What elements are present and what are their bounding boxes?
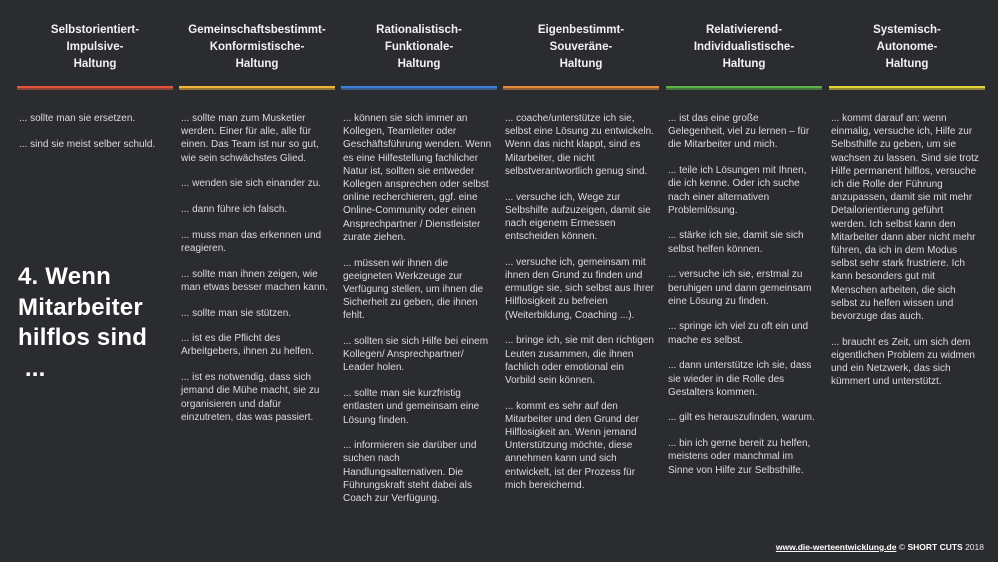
- column-title-line: Haltung: [885, 58, 929, 70]
- statement: ... sollte man sie kurzfristig entlasten und gemeinsam eine Lösung finden.: [343, 388, 480, 426]
- statement: ... bin ich gerne bereit zu helfen, meistens oder manchmal im Sinne von Hilfe zur Selbsthilfe.: [668, 438, 811, 476]
- column-title: [503, 22, 659, 73]
- statement: ... muss man das erkennen und reagieren.: [181, 229, 322, 254]
- attitude-column: [829, 0, 985, 562]
- column-title-line: Eigenbestimmt-: [537, 24, 625, 36]
- column-title: [666, 22, 822, 73]
- statement: ... kommt darauf an: wenn einmalig, versuche ich, Hilfe zur Selbsthilfe zu geben, um sie wachsen zu lassen. Sind sie trotz Hilfe permanent hilflos, versuche ich die Rolle der Führung anzupassen, damit sie mit mehr Detailorientierung geführt werden. Ich selbst kann den Mitarbeiter dann aber nicht mehr führen, da ich in dem Modus selbst sehr stark frustriere. Ich kann besonders gut mit Menschen arbeiten, die sich selbst zu helfen wissen und bevorzuge das auch.: [831, 113, 979, 323]
- attitude-column: [179, 0, 335, 562]
- statement: ... versuche ich, Wege zur Selbshilfe aufzuzeigen, damit sie nach eigenem Ermessen entscheiden können.: [505, 191, 651, 243]
- column-title: [17, 22, 173, 73]
- statement: ... ist das eine große Gelegenheit, viel zu lernen – für die Mitarbeiter und mich.: [668, 113, 810, 151]
- column-title-line: Selbstorientiert-: [50, 24, 140, 36]
- statement: ... müssen wir ihnen die geeigneten Werkzeuge zur Verfügung stellen, um ihnen die Sicherheit zu geben, die ihnen fehlt.: [343, 257, 484, 322]
- statement: ... versuche ich, gemeinsam mit ihnen den Grund zu finden und ermutige sie, sich selbst aus Ihrer Hilflosigkeit zu befreien (Weiterbildung, Coaching ...).: [505, 256, 654, 321]
- heading-line: 4. Wenn: [18, 263, 111, 290]
- column-title: [829, 22, 985, 73]
- heading-line: hilflos sind: [18, 324, 148, 351]
- column-title-line: Konformistische-: [209, 41, 305, 53]
- column-divider: [17, 86, 173, 90]
- statement: ... braucht es Zeit, um sich dem eigentlichen Problem zu widmen und ein Netzwerk, das sich kümmert und unterstützt.: [831, 336, 975, 388]
- column-title-line: Haltung: [235, 58, 279, 70]
- column-statements: [19, 112, 169, 163]
- statement: ... sollte man sie ersetzen.: [19, 113, 136, 124]
- column-title-line: Relativierend-: [705, 24, 783, 36]
- statement: ... sind sie meist selber schuld.: [19, 138, 156, 150]
- attitude-column: [341, 0, 497, 562]
- statement: ... dann unterstütze ich sie, dass sie wieder in die Rolle des Gestalters kommen.: [668, 360, 812, 398]
- column-title-line: Rationalistisch-: [376, 24, 462, 36]
- statement: ... ist es die Pflicht des Arbeitgebers, ihnen zu helfen.: [181, 333, 314, 358]
- column-title-line: Haltung: [722, 58, 766, 70]
- column-title-line: Gemeinschaftsbestimmt-: [188, 24, 326, 36]
- statement: ... kommt es sehr auf den Mitarbeiter und den Grund der Hilflosigkeit an. Wenn jemand Unterstützung möchte, diese annehmen kann und sich entwickelt, ist der Prozess für mich bereichernd.: [505, 400, 639, 491]
- column-title-line: Autonome-: [876, 41, 938, 53]
- column-title-line: Haltung: [397, 58, 441, 70]
- statement: ... sollte man zum Musketier werden. Einer für alle, alle für einen. Das Team ist nur so gut, wie sein schwächstes Glied.: [181, 113, 319, 164]
- column-title-line: Individualistische-: [693, 41, 795, 53]
- attitude-column: [17, 0, 173, 562]
- column-title: [179, 22, 335, 73]
- statement: ... dann führe ich falsch.: [181, 204, 288, 216]
- column-divider-shade: [503, 88, 659, 90]
- footer-url[interactable]: www.die-werteentwicklung.de: [775, 542, 897, 552]
- attitude-column: [503, 0, 659, 562]
- footer-brand: SHORT CUTS: [907, 542, 963, 552]
- heading-line: Mitarbeiter: [18, 293, 143, 321]
- footer-copyright: ©: [898, 542, 906, 552]
- statement: ... ist es notwendig, dass sich jemand die Mühe macht, sie zu organisieren und dafür einzutreten, das was passiert.: [181, 372, 320, 423]
- column-divider: [503, 86, 659, 90]
- statement: ... sollten sie sich Hilfe bei einem Kollegen/ Ansprechpartner/ Leader holen.: [343, 336, 489, 374]
- column-title-line: Souveräne-: [549, 41, 613, 53]
- column-title-line: Haltung: [559, 58, 603, 70]
- column-divider-shade: [179, 88, 335, 90]
- statement: ... sollte man sie stützen.: [181, 307, 292, 319]
- heading-line: ...: [18, 354, 46, 382]
- column-statements: [181, 112, 331, 436]
- column-statements: [831, 112, 981, 401]
- statement: ... sollte man ihnen zeigen, wie man etwas besser machen kann.: [181, 268, 328, 293]
- column-divider: [829, 86, 985, 90]
- column-divider-shade: [341, 88, 497, 90]
- column-divider: [179, 86, 335, 90]
- column-title-line: Funktionale-: [384, 41, 454, 53]
- statement: ... wenden sie sich einander zu.: [181, 178, 322, 190]
- statement: ... springe ich viel zu oft ein und mache es selbst.: [668, 321, 809, 346]
- attitude-column: [666, 0, 822, 562]
- column-title-line: Haltung: [73, 58, 117, 70]
- column-statements: [343, 112, 493, 518]
- column-statements: [505, 112, 655, 505]
- statement: ... informieren sie darüber und suchen nach Handlungsalternativen. Die Führungskraft steht dabei als Coach zur Verfügung.: [343, 440, 477, 505]
- statement: ... coache/unterstütze ich sie, selbst eine Lösung zu entwickeln. Wenn das nicht klappt, sind es Mitarbeiter, die nicht selbstverantwortlich genug sind.: [505, 113, 654, 177]
- footer: [776, 542, 984, 552]
- column-divider: [341, 86, 497, 90]
- column-divider: [666, 86, 822, 90]
- column-divider-shade: [666, 88, 822, 90]
- statement: ... versuche ich sie, erstmal zu beruhigen und dann gemeinsam eine Lösung zu finden.: [668, 269, 812, 307]
- column-title: [341, 22, 497, 73]
- statement: ... gilt es herauszufinden, warum.: [668, 412, 815, 424]
- statement: ... teile ich Lösungen mit Ihnen, die ich kenne. Oder ich suche nach einer alternativen Problemlösung.: [668, 165, 807, 216]
- column-title-line: Systemisch-: [873, 24, 941, 36]
- statement: ... stärke ich sie, damit sie sich selbst helfen können.: [668, 230, 804, 255]
- footer-year: 2018: [965, 542, 984, 552]
- statement: ... können sie sich immer an Kollegen, Teamleiter oder Geschäftsführung wenden. Wenn es eine Hilfestellung fachlicher Natur ist, sollten sie entweder Kollegen ansprechen oder selbst online recherchieren, ggf. eine Online-Community oder einen Ansprechpartner / Dienstleister zurate ziehen.: [343, 113, 492, 243]
- column-title-line: Impulsive-: [66, 41, 124, 53]
- column-divider-shade: [17, 88, 173, 90]
- column-statements: [668, 112, 818, 489]
- statement: ... bringe ich, sie mit den richtigen Leuten zusammen, die ihnen fachlich oder emotional ein Vorbild sein können.: [505, 335, 654, 386]
- column-divider-shade: [829, 88, 985, 90]
